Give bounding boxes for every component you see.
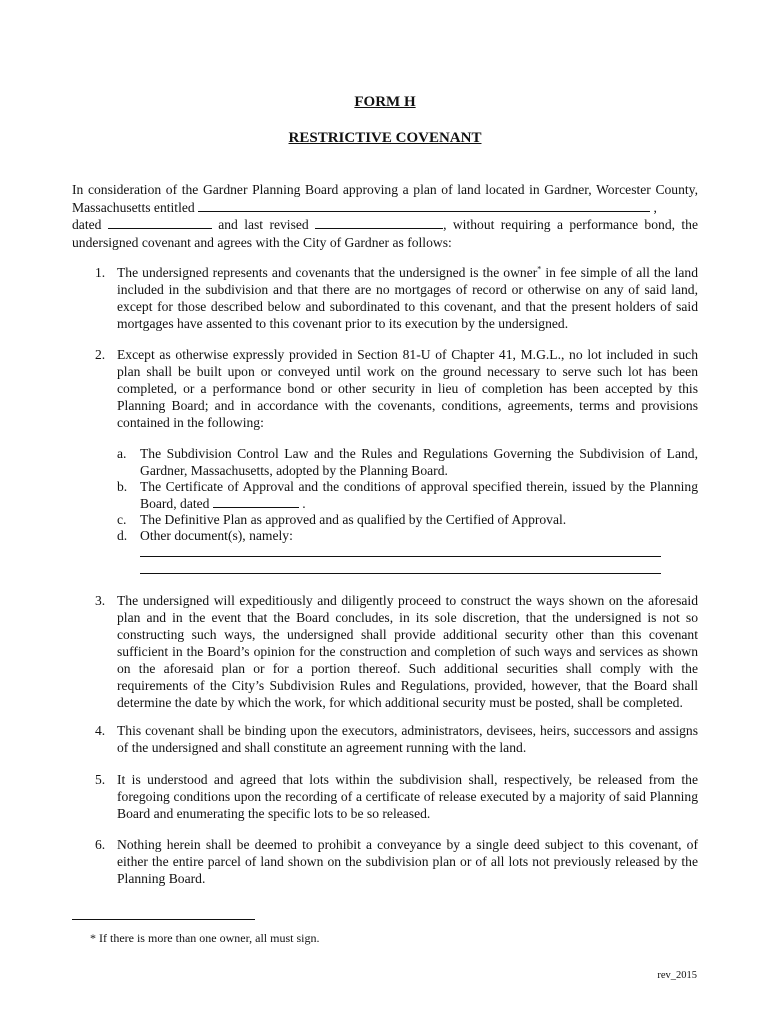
item-number: 4. [95,723,106,738]
covenant-item-6 [72,836,698,887]
item-text: The undersigned represents and covenants that the undersigned is the owner [117,265,538,280]
subitem-text: The Certificate of Approval and the conditions of approval specified therein, issued by the Planning Board, dated [140,479,698,511]
subitem-text: Other document(s), namely: [140,528,293,543]
subitem-d [72,527,698,544]
subitem-c [72,511,698,528]
footnote-text: * If there is more than one owner, all must sign. [90,931,320,945]
form-subtitle: RESTRICTIVE COVENANT [288,130,482,146]
item-text: The undersigned will expeditiously and diligently proceed to construct the ways shown on the aforesaid plan and in the event that the Board concludes, in its sole discretion, that the undersigned is not so constructing such ways, the undersigned shall provide additional security other than this covenant sufficient in the Board’s opinion for the construction and completion of such ways and services as shown on the aforesaid plan or for a portion thereof. Such additional securities shall comply with the requirements of the City’s Subdivision Rules and Regulations, provided, however, that the Board shall determine the date by which the work, for which additional security must be posted, shall be completed. [117,593,698,710]
subitem-letter: d. [117,528,128,543]
covenant-item-3 [72,592,698,711]
subitem-b [72,478,698,512]
intro-comma: , [653,199,657,215]
subitem-text: The Definitive Plan as approved and as qualified by the Certified of Approval. [140,512,567,527]
item-text: Except as otherwise expressly provided in Section 81-U of Chapter 41, M.G.L., no lot included in such plan shall be built upon or conveyed until work on the ground necessary to serve such lot has been completed, or a performance bond or other security in lieu of completion has been accepted by this Planning Board; and in accordance with the covenants, conditions, agreements, terms and provisions contained in the following: [117,347,698,430]
form-title: FORM H [354,94,416,110]
item-text-cont: in fee simple of all the land included in the subdivision and that there are no mortgages of record or otherwise on any of said land, except for those described below and subordinated to this covenant, and that the present holders of said mortgages have assented to this covenant prior to its execution by the undersigned. [117,265,698,331]
dated-blank[interactable] [108,216,212,229]
subitem-letter: b. [117,479,128,494]
item-number: 1. [95,265,106,280]
intro-dated-label: dated [72,217,102,232]
revision-label: rev_2015 [657,970,697,981]
subitem-text: The Subdivision Control Law and the Rules and Regulations Governing the Subdivision of Land, Gardner, Massachusetts, adopted by the Planning Board. [140,446,698,478]
footnote-marker: * [537,264,542,274]
plan-title-blank[interactable] [198,199,650,212]
item-number: 3. [95,593,106,608]
other-documents-line-1[interactable] [140,556,661,557]
intro-text-1: In consideration of the Gardner Planning Board approving a plan of land located in Gardner, Worcester County, Massachusetts entitled [72,182,698,215]
item-number: 5. [95,772,106,787]
subitem-period: . [298,496,306,511]
covenant-item-5 [72,771,698,822]
covenant-item-1 [72,264,698,332]
item-number: 2. [95,347,106,362]
subitem-letter: c. [117,512,127,527]
item-text: Nothing herein shall be deemed to prohibit a conveyance by a single deed subject to this covenant, of either the entire parcel of land shown on the subdivision plan or of all lots not previously released by the Planning Board. [117,837,698,886]
intro-paragraph [72,181,698,251]
approval-date-blank[interactable] [213,495,299,508]
revised-blank[interactable] [315,216,443,229]
footnote-divider [72,919,255,920]
other-documents-line-2[interactable] [140,573,661,574]
item-text: This covenant shall be binding upon the executors, administrators, devisees, heirs, successors and assigns of the undersigned and shall constitute an agreement running with the land. [117,723,698,755]
item-number: 6. [95,837,106,852]
intro-text-2: , without requiring a performance bond, the undersigned covenant and agrees with the City of Gardner as follows: [72,217,698,250]
covenant-item-2 [72,346,698,431]
subitem-letter: a. [117,446,127,461]
item-text: It is understood and agreed that lots within the subdivision shall, respectively, be released from the foregoing conditions upon the recording of a certificate of release executed by a majority of said Planning Board and enumerating the specific lots to be so released. [117,772,698,821]
subitem-a [72,445,698,479]
covenant-item-4 [72,722,698,756]
intro-revised-label: and last revised [218,217,309,232]
